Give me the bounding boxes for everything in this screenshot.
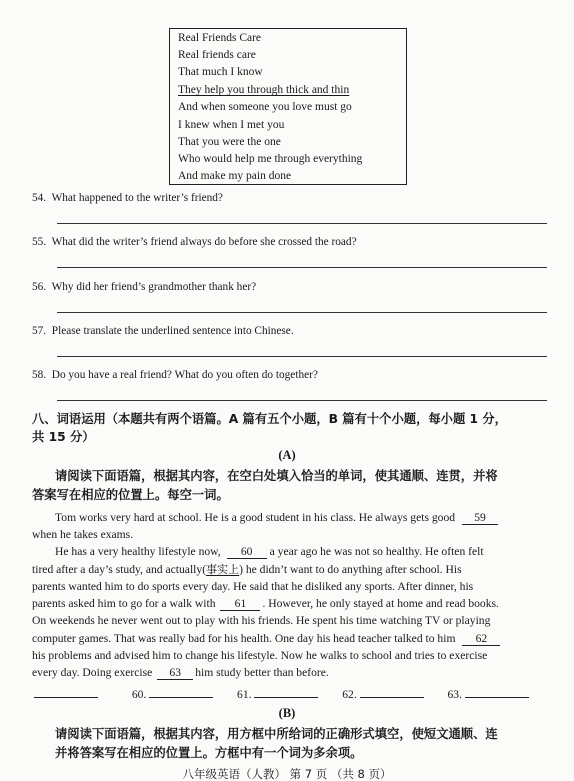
answer-label: 62. bbox=[342, 688, 357, 701]
blank-59: 59 bbox=[462, 512, 498, 525]
part-a-label: (A) bbox=[278, 448, 296, 462]
blank-61: 61 bbox=[220, 598, 260, 611]
poem-line: Real friends care bbox=[178, 49, 256, 61]
answer-field-60[interactable] bbox=[149, 686, 213, 698]
poem-line-underlined: They help you through thick and thin bbox=[178, 84, 350, 96]
poem-line: Who would help me through everything bbox=[178, 153, 363, 165]
passage-line: tired after a day’s study, and actually(事实上) he didn’t want to do anything after school. His bbox=[32, 563, 462, 576]
answer-label: 60. bbox=[131, 688, 147, 701]
question-56 bbox=[32, 280, 256, 294]
question-number: 56. bbox=[32, 281, 47, 293]
answer-line-58[interactable] bbox=[57, 400, 547, 401]
question-number: 54. bbox=[32, 192, 47, 204]
passage-line: every day. Doing exercise 63 him study better than before. bbox=[32, 666, 329, 679]
answer-field-61[interactable] bbox=[254, 686, 318, 698]
passage-line: Tom works very hard at school. He is a good student in his class. He always gets good 59 bbox=[55, 511, 498, 525]
part-b-label: (B) bbox=[278, 706, 296, 720]
answer-field-62[interactable] bbox=[360, 686, 424, 698]
poem-line: That you were the one bbox=[178, 136, 281, 148]
answer-label: 63. bbox=[447, 688, 462, 701]
question-58 bbox=[32, 368, 318, 382]
question-text: Please translate the underlined sentence into Chinese. bbox=[51, 325, 294, 337]
passage-line: parents asked him to go for a walk with 61 . However, he only stayed at home and read books. bbox=[32, 597, 499, 610]
question-text: What did the writer’s friend always do before she crossed the road? bbox=[51, 236, 357, 248]
question-number: 58. bbox=[32, 369, 47, 381]
answer-line-54[interactable] bbox=[57, 223, 547, 224]
answer-line-57[interactable] bbox=[57, 356, 547, 357]
question-number: 57. bbox=[32, 325, 47, 337]
question-text: What happened to the writer’s friend? bbox=[51, 192, 223, 204]
poem-line: And make my pain done bbox=[178, 170, 292, 182]
question-number: 55. bbox=[32, 236, 47, 248]
question-text: Do you have a real friend? What do you often do together? bbox=[51, 369, 318, 381]
answer-label: 61. bbox=[237, 688, 252, 701]
poem-title: Real Friends Care bbox=[178, 32, 262, 44]
part-a-instruction-cont: 答案写在相应的位置上。每空一词。 bbox=[32, 488, 229, 502]
answer-line-55[interactable] bbox=[57, 267, 547, 268]
answer-row bbox=[34, 686, 529, 702]
page-footer: 八年级英语（人教） 第 7 页 （共 8 页） bbox=[182, 767, 392, 781]
section-heading-cont: 共 15 分） bbox=[32, 430, 95, 444]
question-55 bbox=[32, 235, 357, 249]
poem-line: And when someone you love must go bbox=[178, 101, 352, 113]
passage-line: computer games. That was really bad for his health. One day his head teacher talked to him 62 bbox=[32, 632, 500, 646]
answer-line-56[interactable] bbox=[57, 312, 547, 313]
answer-field-59[interactable] bbox=[34, 686, 98, 698]
poem-line: That much I know bbox=[178, 66, 263, 78]
part-b-instruction: 请阅读下面语篇，根据其内容，用方框中所给词的正确形式填空，使短文通顺、连 bbox=[55, 727, 498, 741]
passage-line: He has a very healthy lifestyle now, 60 a year ago he was not so healthy. He often felt bbox=[55, 545, 484, 558]
question-text: Why did her friend’s grandmother thank her? bbox=[51, 281, 257, 293]
blank-60: 60 bbox=[227, 546, 267, 559]
passage-line: when he takes exams. bbox=[32, 528, 134, 541]
passage-line: parents wanted him to do sports every day. He said that he disliked any sports. After dinner, his bbox=[32, 580, 474, 593]
part-a-instruction: 请阅读下面语篇，根据其内容，在空白处填入恰当的单词，使其通顺、连贯，并将 bbox=[55, 469, 498, 483]
question-54 bbox=[32, 191, 223, 205]
passage-line: On weekends he never went out to play with his friends. He spent his time watching TV or playing bbox=[32, 614, 491, 627]
poem-line: I knew when I met you bbox=[178, 119, 285, 131]
part-b-instruction-cont: 并将答案写在相应的位置上。方框中有一个词为多余项。 bbox=[55, 746, 363, 760]
answer-field-63[interactable] bbox=[465, 686, 529, 698]
blank-63: 63 bbox=[157, 667, 193, 680]
section-heading: 八、词语运用（本题共有两个语篇。A 篇有五个小题，B 篇有十个小题，每小题 1 分， bbox=[32, 412, 507, 426]
question-57 bbox=[32, 324, 294, 338]
blank-62: 62 bbox=[462, 633, 500, 646]
passage-line: his problems and advised him to change his lifestyle. Now he walks to school and tries to exercise bbox=[32, 649, 488, 662]
